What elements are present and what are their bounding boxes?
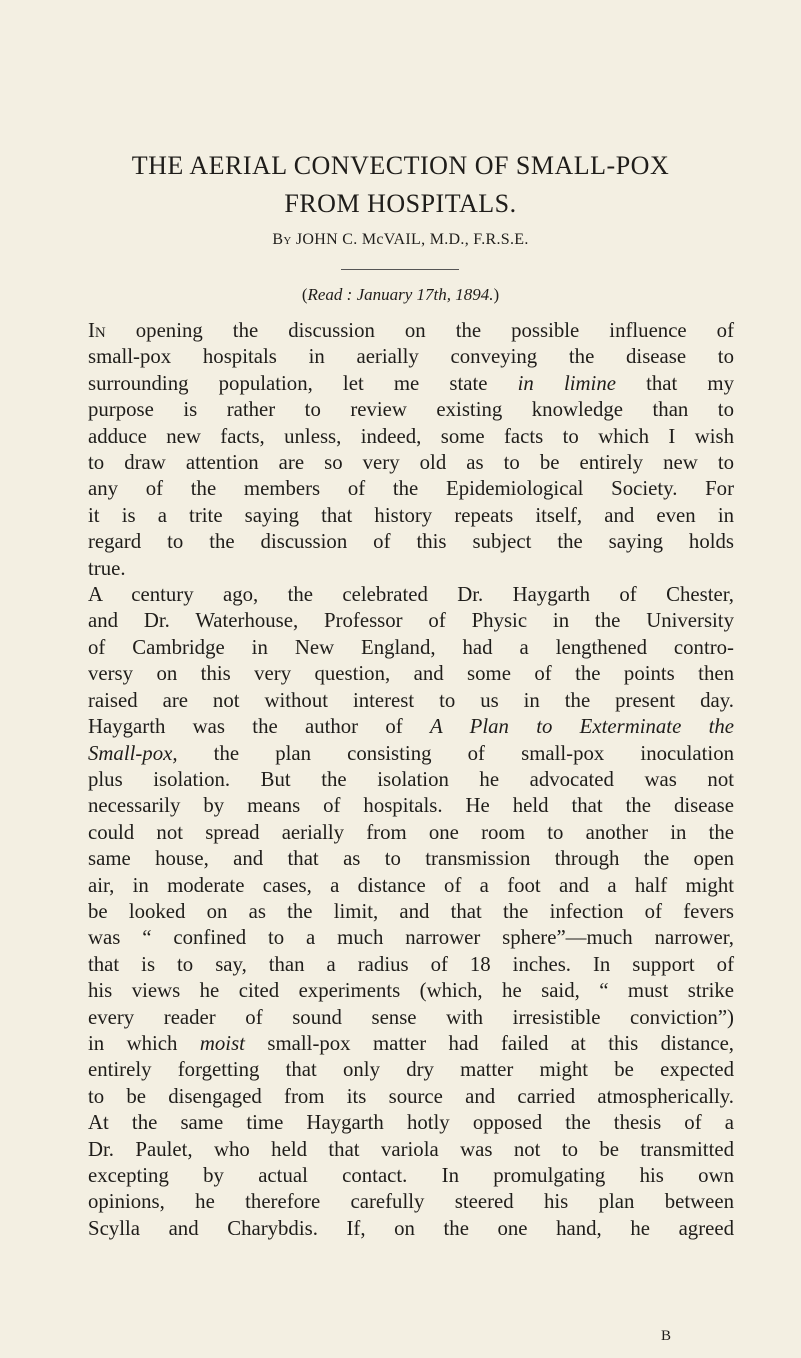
body-line: it is a trite saying that history repeats itself, and even in [88, 503, 734, 527]
signature-mark: B [661, 1328, 672, 1344]
article-body [88, 318, 734, 1242]
title-divider [341, 269, 459, 270]
body-line: A century ago, the celebrated Dr. Haygarth of Chester, [88, 583, 734, 607]
body-line: true. [88, 556, 126, 580]
body-line: to be disengaged from its source and carried atmospherically. [88, 1084, 734, 1108]
body-line: purpose is rather to review existing knowledge than to [88, 398, 734, 422]
body-line: could not spread aerially from one room to another in the [88, 820, 734, 844]
body-line: every reader of sound sense with irresistible conviction”) [88, 1005, 734, 1029]
body-line: be looked on as the limit, and that the infection of fevers [88, 899, 734, 923]
italic-in-limine: in limine [517, 371, 616, 395]
body-line: same house, and that as to transmission through the open [88, 847, 734, 871]
article-title-line-1: THE AERIAL CONVECTION OF SMALL-POX [131, 151, 670, 180]
book-title: A Plan to Exterminate the [430, 715, 734, 739]
body-line: At the same time Haygarth hotly opposed the thesis of a [88, 1111, 734, 1135]
italic-moist: moist [199, 1031, 245, 1055]
body-line: opinions, he therefore carefully steered his plan between [88, 1190, 734, 1214]
body-line: entirely forgetting that only dry matter might be expected [88, 1058, 734, 1082]
body-line: in which moist small-pox matter had failed at this distance, [88, 1031, 735, 1055]
read-date-value: January 17th, 1894. [356, 285, 494, 304]
read-label: Read : [307, 285, 353, 304]
body-line: regard to the discussion of this subject the saying holds [88, 530, 734, 554]
body-line: his views he cited experiments (which, he said, “ must strike [88, 979, 734, 1003]
body-line: plus isolation. But the isolation he advocated was not [88, 767, 734, 791]
body-line: to draw attention are so very old as to be entirely new to [88, 451, 734, 475]
body-line: Scylla and Charybdis. If, on the one hand, he agreed [88, 1216, 734, 1240]
body-line: of Cambridge in New England, had a lengthened contro- [88, 635, 734, 659]
author-byline [0, 231, 801, 249]
body-line: air, in moderate cases, a distance of a foot and a half might [88, 873, 734, 897]
body-line: and Dr. Waterhouse, Professor of Physic in the University [88, 609, 734, 633]
body-line: any of the members of the Epidemiological Society. For [88, 477, 734, 501]
body-line: that is to say, than a radius of 18 inches. In support of [88, 952, 734, 976]
body-line: Small-pox, the plan consisting of small-pox inoculation [88, 741, 734, 765]
body-line: Dr. Paulet, who held that variola was not to be transmitted [88, 1137, 734, 1161]
body-line: small-pox hospitals in aerially conveying the disease to [88, 345, 734, 369]
first-word-initial: In [88, 319, 106, 342]
article-title-line-2: FROM HOSPITALS. [284, 189, 517, 218]
read-date: (Read : January 17th, 1894.) [301, 285, 500, 304]
byline-prefix: By [272, 231, 292, 248]
body-line: necessarily by means of hospitals. He held that the disease [88, 794, 734, 818]
body-line: was “ confined to a much narrower sphere”—much narrower, [88, 926, 734, 950]
body-line: surrounding population, let me state in limine that my [88, 371, 734, 395]
body-line: Haygarth was the author of A Plan to Exterminate the [88, 715, 734, 739]
body-line: adduce new facts, unless, indeed, some facts to which I wish [88, 424, 734, 448]
body-line: In opening the discussion on the possible influence of [88, 319, 734, 342]
author-name: JOHN C. McVAIL, M.D., F.R.S.E. [295, 231, 529, 248]
body-line: raised are not without interest to us in the present day. [88, 688, 734, 712]
body-line: versy on this very question, and some of the points then [88, 662, 734, 686]
book-title-cont: Small-pox, [88, 741, 178, 765]
body-line: excepting by actual contact. In promulgating his own [88, 1164, 734, 1187]
